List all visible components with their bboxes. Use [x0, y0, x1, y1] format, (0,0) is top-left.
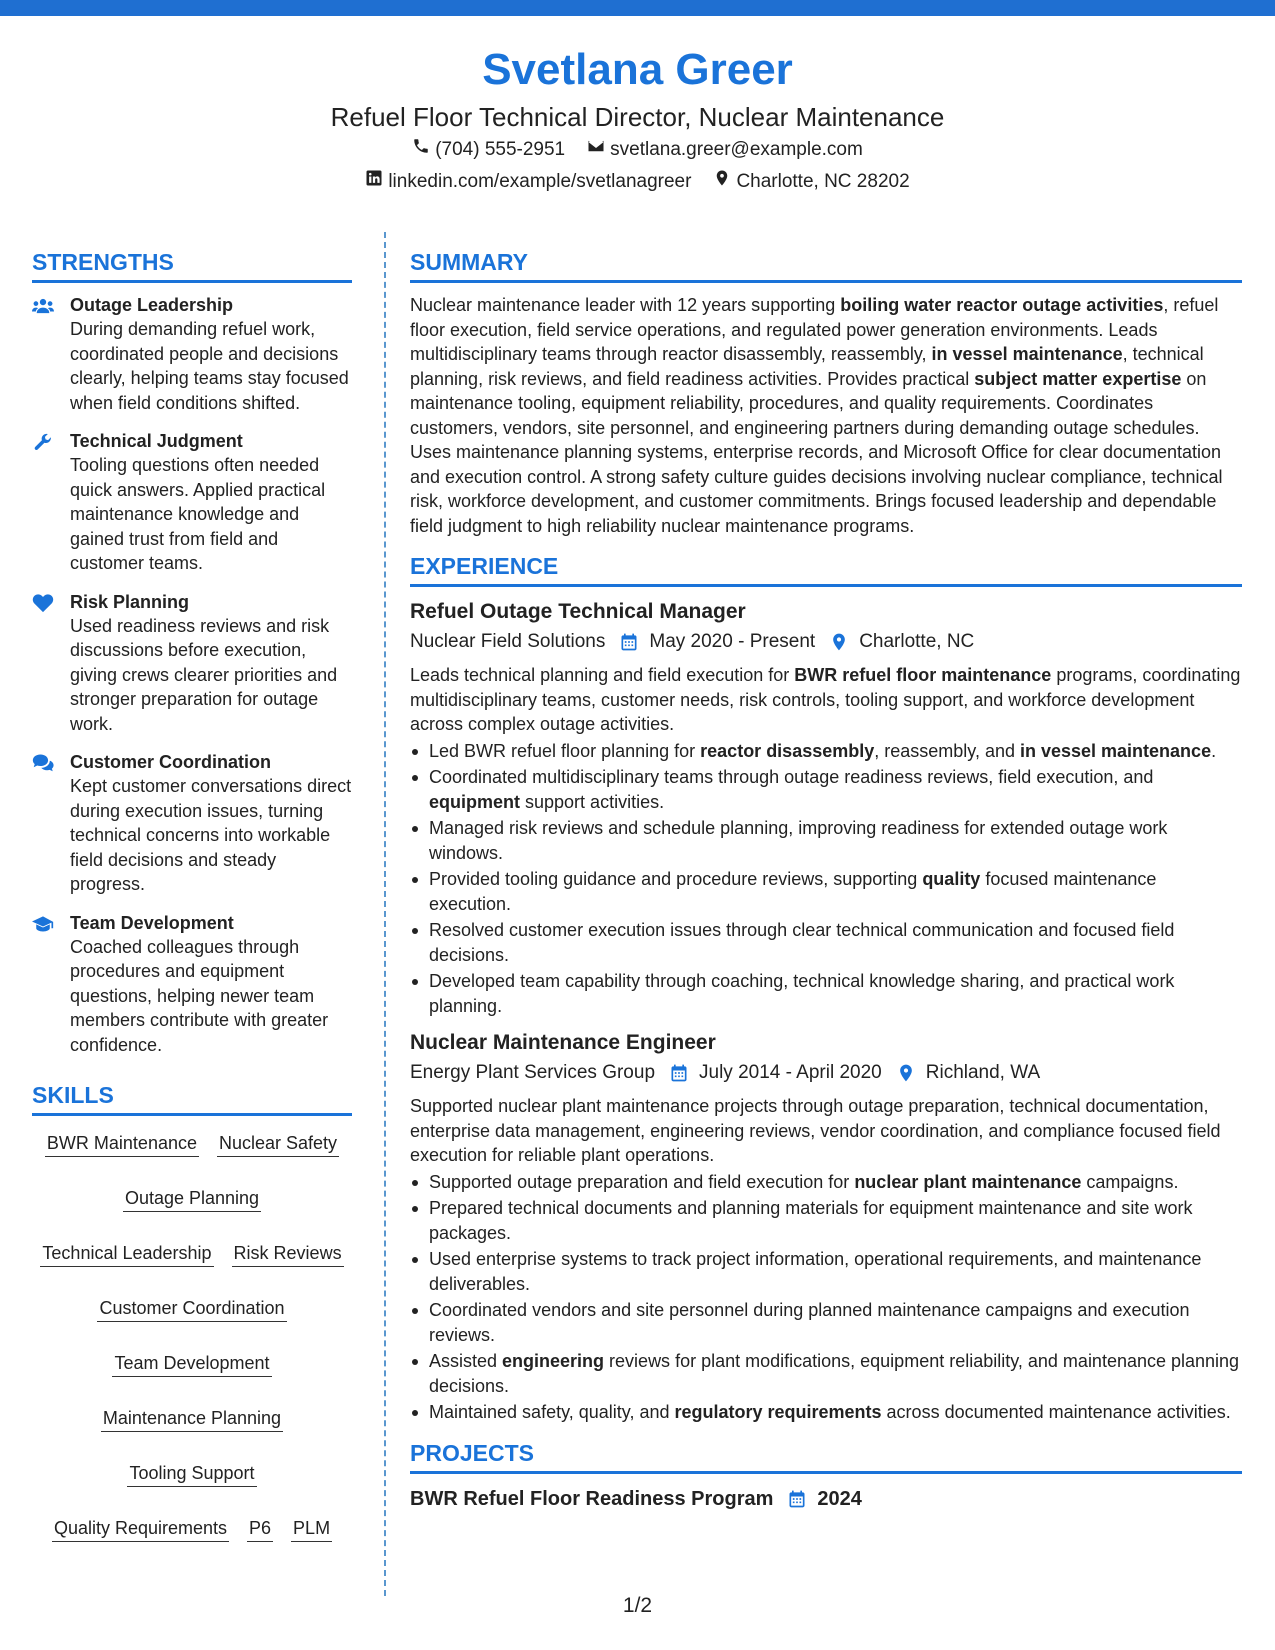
bullet-item: [410, 739, 1242, 764]
skills-list: [32, 1126, 352, 1542]
text-run: focused maintenance execution.: [429, 869, 1157, 914]
text-run: Led BWR refuel floor planning for: [429, 740, 701, 761]
emphasis-text: nuclear plant maintenance: [854, 1171, 1082, 1192]
skills-heading: SKILLS: [32, 1082, 114, 1108]
text-run: Supported outage preparation and field execution for: [429, 1171, 855, 1192]
text-run: across documented maintenance activities.: [881, 1402, 1231, 1422]
text-run: .: [1211, 740, 1217, 761]
emphasis-text: in vessel maintenance: [931, 344, 1123, 364]
bullet-item: [410, 1349, 1242, 1398]
linkedin-icon: [365, 166, 383, 198]
skill-tag: Nuclear Safety: [217, 1130, 339, 1157]
text-run: , technical planning, risk reviews, and field readiness activities. Provides practical: [410, 344, 1204, 389]
graduation-cap-icon: [32, 911, 56, 1058]
emphasis-text: quality: [922, 869, 981, 889]
company-name: Nuclear Field Solutions: [410, 631, 606, 652]
project-entry: [410, 1484, 1242, 1514]
text-run: Managed risk reviews and schedule planning, improving readiness for extended outage work windows.: [429, 818, 1168, 863]
text-run: on maintenance tooling, equipment reliability, procedures, and quality requirements. Coordinates customers, vendors, site personnel, and engineering partners during demanding outage schedules. Uses maintenance planning systems, enterprise records, and Microsoft Office for clear documentation and execution control. A strong safety culture guides decisions involving nuclear compliance, technical risk, workforce development, and customer commitments. Brings focused leadership and dependable field judgment to high reliability nuclear maintenance programs.: [410, 368, 1223, 536]
skill-tag: Outage Planning: [123, 1185, 261, 1212]
job-dates: May 2020 - Present: [649, 631, 816, 652]
text-run: , refuel floor execution, field service operations, and regulated power generation environments. Leads multidisciplinary teams through reactor disassembly, reassembly,: [410, 295, 1219, 364]
map-pin-icon: [713, 166, 731, 198]
skill-tag: Customer Coordination: [97, 1295, 286, 1322]
job-title: Nuclear Maintenance Engineer: [410, 1031, 716, 1054]
job-location: Richland, WA: [925, 1062, 1041, 1083]
text-run: Supported nuclear plant maintenance projects through outage preparation, technical documentation, enterprise data management, engineering reviews, vendor coordination, and compliance focused field execution for reliable plant operations.: [410, 1096, 1221, 1165]
skill-tag: Quality Requirements: [52, 1515, 229, 1542]
skills-rule: [32, 1113, 352, 1116]
skill-tag: Team Development: [112, 1350, 271, 1377]
chat-icon: [32, 750, 56, 897]
emphasis-text: in vessel maintenance: [1019, 740, 1212, 761]
project-title: BWR Refuel Floor Readiness Program: [410, 1487, 774, 1510]
text-run: Nuclear maintenance leader with 12 years supporting: [410, 295, 841, 315]
skill-tag: PLM: [291, 1515, 332, 1542]
contact-linkedin: [365, 166, 691, 198]
skill-tag: Maintenance Planning: [101, 1405, 283, 1432]
strength-title: Customer Coordination: [70, 752, 271, 772]
summary-text: [410, 293, 1242, 538]
bullet-item: [410, 1247, 1242, 1296]
resume-header: [0, 40, 1275, 198]
job-dates: July 2014 - April 2020: [699, 1062, 882, 1083]
bullet-item: [410, 1196, 1242, 1245]
experience-heading: EXPERIENCE: [410, 553, 559, 579]
phone-number[interactable]: (704) 555-2951: [435, 139, 566, 160]
projects-heading: PROJECTS: [410, 1439, 534, 1466]
emphasis-text: equipment: [429, 791, 521, 812]
text-run: Coordinated vendors and site personnel during planned maintenance campaigns and execution reviews.: [429, 1300, 1190, 1345]
contact-row-1: [0, 134, 1275, 166]
email-link[interactable]: svetlana.greer@example.com: [610, 139, 863, 160]
users-icon: [32, 293, 56, 415]
text-run: reviews for plant modifications, equipment reliability, and maintenance planning decisions.: [429, 1351, 1240, 1396]
wrench-icon: [32, 429, 56, 576]
strength-title: Team Development: [70, 912, 234, 933]
strength-title: Risk Planning: [70, 591, 190, 612]
emphasis-text: reactor disassembly: [700, 740, 875, 761]
job-entry: [410, 1028, 1242, 1425]
text-run: Prepared technical documents and planning materials for equipment maintenance and site work packages.: [429, 1198, 1193, 1243]
location-text: Charlotte, NC 28202: [736, 171, 910, 192]
text-run: Provided tooling guidance and procedure reviews, supporting: [429, 869, 923, 889]
candidate-title: Refuel Floor Technical Director, Nuclear Maintenance: [330, 102, 945, 132]
contact-phone: [412, 134, 565, 166]
contact-row-2: [0, 166, 1275, 198]
map-pin-icon: [896, 1063, 916, 1083]
text-run: , reassembly, and: [874, 740, 1020, 761]
job-summary: [410, 1094, 1242, 1168]
bullet-item: [410, 918, 1242, 967]
strength-item: [32, 293, 352, 415]
summary-heading: SUMMARY: [410, 249, 528, 275]
column-divider: [384, 232, 386, 1596]
strength-desc: Used readiness reviews and risk discussions before execution, giving crews clearer priorities and stronger preparation for outage work.: [70, 615, 338, 734]
project-year: 2024: [817, 1487, 862, 1510]
strength-item: [32, 750, 352, 897]
skill-tag: Technical Leadership: [40, 1240, 213, 1267]
text-run: programs, coordinating multidisciplinary teams, customer needs, risk controls, tooling support, and workforce development across complex outage activities.: [410, 665, 1241, 734]
job-bullets: [410, 739, 1242, 1019]
job-location: Charlotte, NC: [859, 631, 975, 652]
text-run: Assisted: [429, 1351, 503, 1371]
job-meta: [410, 1058, 1242, 1088]
bullet-item: [410, 816, 1242, 865]
strength-desc: During demanding refuel work, coordinated people and decisions clearly, helping teams stay focused when field conditions shifted.: [70, 319, 349, 413]
job-summary: [410, 663, 1242, 737]
text-run: Resolved customer execution issues through clear technical communication and focused field decisions.: [429, 920, 1175, 965]
text-run: Used enterprise systems to track project information, operational requirements, and maintenance deliverables.: [429, 1249, 1202, 1294]
strength-item: [32, 590, 352, 737]
text-run: support activities.: [520, 791, 665, 812]
bullet-item: [410, 1298, 1242, 1347]
summary-rule: [410, 280, 1242, 283]
strength-title: Outage Leadership: [70, 295, 234, 315]
left-column: [32, 244, 352, 1542]
bullet-item: [410, 765, 1242, 814]
job-bullets: [410, 1170, 1242, 1425]
strength-desc: Kept customer conversations direct during execution issues, turning technical concerns into workable field decisions and steady progress.: [70, 776, 352, 894]
phone-icon: [412, 134, 430, 166]
top-accent-bar: [0, 0, 1275, 16]
heart-icon: [32, 590, 56, 737]
bullet-item: [410, 1170, 1242, 1195]
strength-desc: Tooling questions often needed quick answers. Applied practical maintenance knowledge and gained trust from field and customer teams.: [70, 455, 326, 573]
job-title: Refuel Outage Technical Manager: [410, 600, 746, 623]
strength-item: [32, 911, 352, 1058]
job-meta: [410, 627, 1242, 657]
page-number: 1/2: [622, 1594, 653, 1617]
text-run: Maintained safety, quality, and: [429, 1402, 675, 1422]
strength-item: [32, 429, 352, 576]
strength-desc: Coached colleagues through procedures and equipment questions, helping newer team members contribute with greater confidence.: [70, 936, 329, 1055]
company-name: Energy Plant Services Group: [410, 1062, 656, 1083]
strengths-rule: [32, 280, 352, 283]
skill-tag: Risk Reviews: [232, 1240, 344, 1267]
bullet-item: [410, 969, 1242, 1018]
right-column: [410, 244, 1242, 1514]
bullet-item: [410, 1400, 1242, 1425]
calendar-icon: [787, 1489, 807, 1509]
emphasis-text: subject matter expertise: [974, 368, 1182, 389]
projects-rule: [410, 1471, 1242, 1474]
text-run: Leads technical planning and field execution for: [410, 665, 795, 685]
skill-tag: P6: [247, 1515, 273, 1542]
strength-title: Technical Judgment: [70, 431, 243, 451]
text-run: Developed team capability through coaching, technical knowledge sharing, and practical work planning.: [429, 971, 1175, 1016]
envelope-icon: [587, 134, 605, 166]
emphasis-text: BWR refuel floor maintenance: [794, 665, 1052, 685]
job-entry: [410, 597, 1242, 1018]
emphasis-text: boiling water reactor outage activities: [840, 295, 1164, 315]
bullet-item: [410, 867, 1242, 916]
contact-email: [587, 134, 863, 166]
emphasis-text: regulatory requirements: [674, 1402, 882, 1422]
text-run: campaigns.: [1081, 1171, 1179, 1192]
candidate-name: Svetlana Greer: [482, 45, 793, 94]
text-run: Coordinated multidisciplinary teams through outage readiness reviews, field execution, and: [429, 767, 1154, 787]
calendar-icon: [669, 1063, 689, 1083]
calendar-icon: [619, 632, 639, 652]
skill-tag: Tooling Support: [127, 1460, 256, 1487]
map-pin-icon: [829, 632, 849, 652]
linkedin-link[interactable]: linkedin.com/example/svetlanagreer: [388, 171, 692, 192]
strengths-heading: STRENGTHS: [32, 249, 174, 275]
contact-location: [713, 166, 909, 198]
experience-rule: [410, 584, 1242, 587]
emphasis-text: engineering: [502, 1351, 605, 1371]
skill-tag: BWR Maintenance: [45, 1130, 199, 1157]
